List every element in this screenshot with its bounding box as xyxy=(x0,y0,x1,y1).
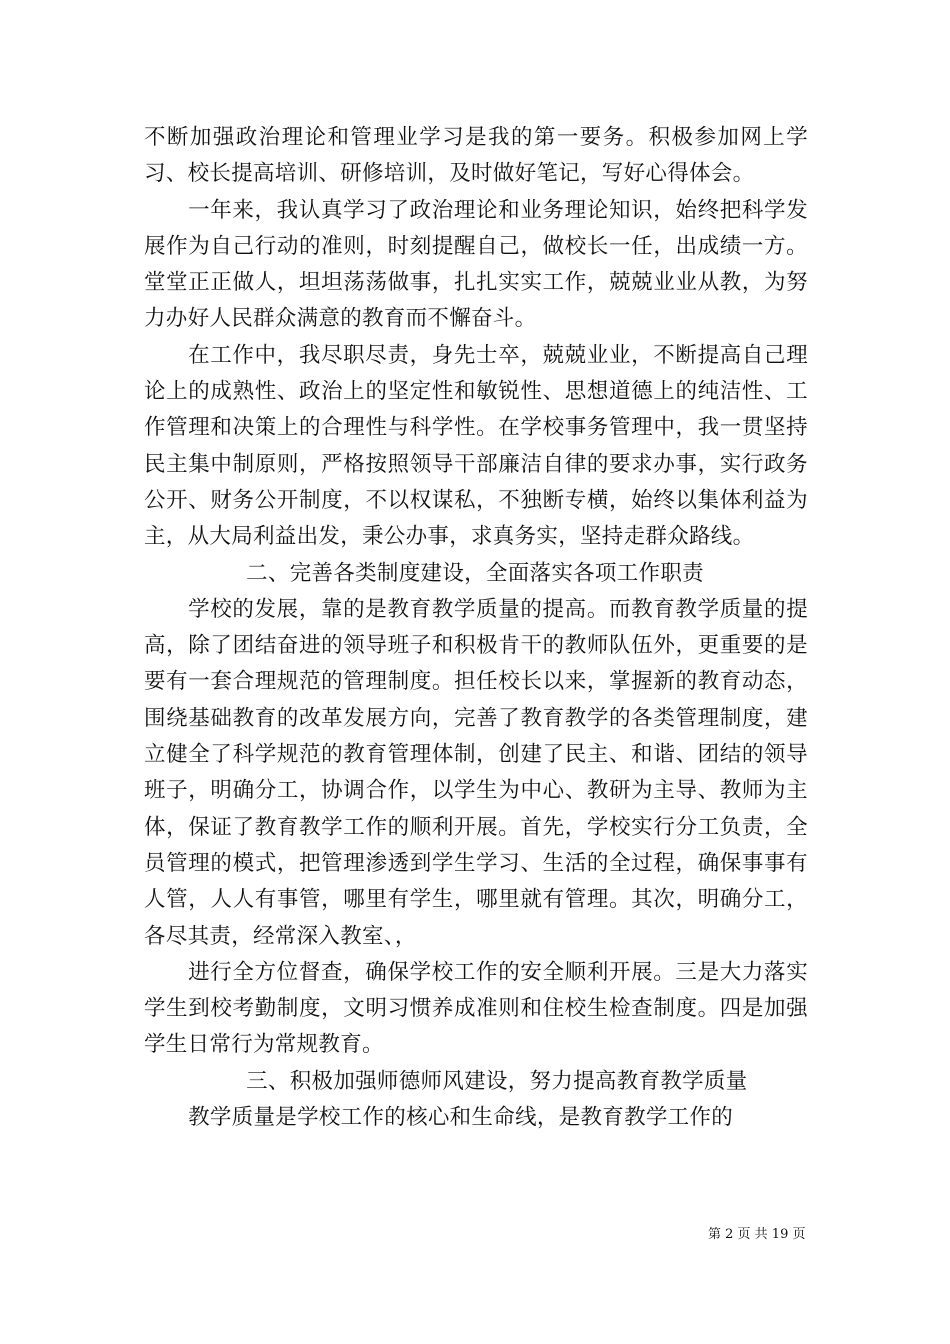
paragraph-work-duties: 在工作中，我尽职尽责，身先士卒，兢兢业业，不断提高自己理论上的成熟性、政治上的坚定性和敏锐性、思想道德上的纯洁性、工作管理和决策上的合理性与科学性。在学校事务管理中，我一贯坚持民主集中制原则，严格按照领导干部廉洁自律的要求办事，实行政务公开、财务公开制度，不以权谋私，不独断专横，始终以集体利益为主，从大局利益出发，秉公办事，求真务实，坚持走群众路线。 xyxy=(144,342,808,550)
paragraph-school-development: 学校的发展，靠的是教育教学质量的提高。而教育教学质量的提高，除了团结奋进的领导班子和积极肯干的教师队伍外，更重要的是要有一套合理规范的管理制度。担任校长以来，掌握新的教育动态，围绕基础教育的改革发展方向，完善了教育教学的各类管理制度，建立健全了科学规范的教育管理体制，创建了民主、和谐、团结的领导班子，明确分工，协调合作，以学生为中心、教研为主导、教师为主体，保证了教育教学工作的顺利开展。首先，学校实行分工负责，全员管理的模式，把管理渗透到学生学习、生活的全过程，确保事事有人管，人人有事管，哪里有学生，哪里就有管理。其次，明确分工，各尽其责，经常深入教室、， xyxy=(144,596,808,949)
document-body xyxy=(144,120,808,1136)
paragraph-year-review: 一年来，我认真学习了政治理论和业务理论知识，始终把科学发展作为自己行动的准则，时刻提醒自己，做校长一任，出成绩一方。堂堂正正做人，坦坦荡荡做事，扎扎实实工作，兢兢业业从教，为努力办好人民群众满意的教育而不懈奋斗。 xyxy=(144,197,808,332)
paragraph-study: 不断加强政治理论和管理业学习是我的第一要务。积极参加网上学习、校长提高培训、研修培训，及时做好笔记，写好心得体会。 xyxy=(144,125,808,187)
section-heading-2: 二、完善各类制度建设，全面落实各项工作职责 xyxy=(246,560,704,586)
paragraph-supervision: 进行全方位督查，确保学校工作的安全顺利开展。三是大力落实学生到校考勤制度，文明习惯养成准则和住校生检查制度。四是加强学生日常行为常规教育。 xyxy=(144,959,808,1058)
section-heading-3: 三、积极加强师德师风建设，努力提高教育教学质量 xyxy=(246,1068,748,1094)
paragraph-teaching-quality: 教学质量是学校工作的核心和生命线，是教育教学工作的 xyxy=(188,1105,734,1131)
page-number-footer: 第 2 页 共 19 页 xyxy=(708,1227,806,1242)
